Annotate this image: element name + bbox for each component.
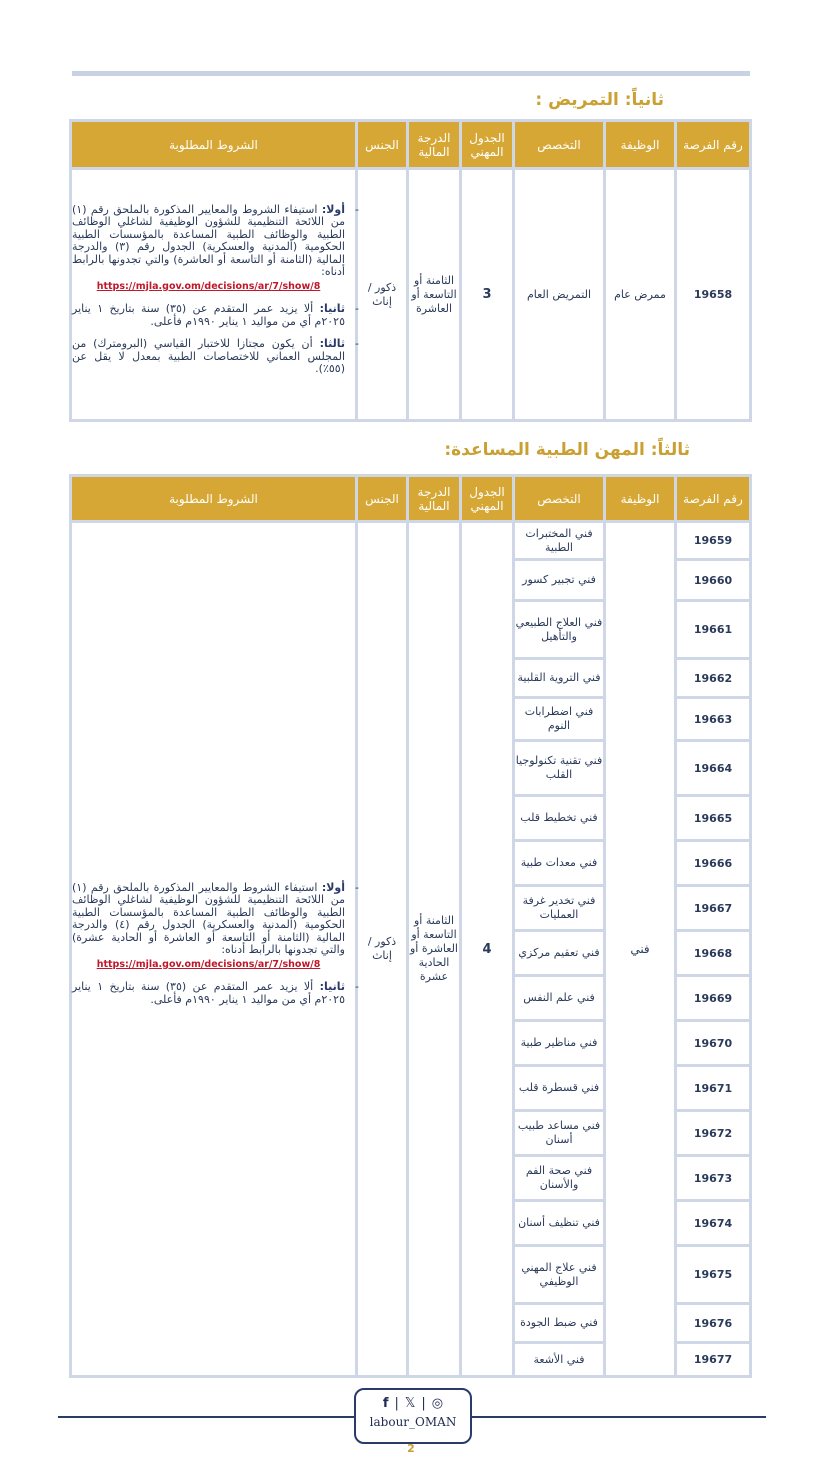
condition-lead: ثالثا: (319, 337, 345, 350)
condition-3 (72, 338, 345, 376)
condition-text: ألا يزيد عمر المتقدم عن (٣٥) سنة بتاريخ ١ يناير ٢٠٢٥م أي من مواليد ١ يناير ١٩٩٠م فأعلى. (72, 302, 345, 328)
condition-lead: ثانيا: (319, 980, 345, 994)
specialization: فني التروية القلبية (515, 660, 603, 696)
header-spec: التخصص (515, 477, 603, 520)
opp-number: 19669 (677, 977, 749, 1019)
condition-lead: أولا: (321, 880, 346, 894)
header-opp: رقم الفرصة (677, 477, 749, 520)
header-spec: التخصص (515, 122, 603, 167)
specialization: فني علم النفس (515, 977, 603, 1019)
job-title: ممرض عام (606, 170, 674, 419)
opp-number: 19658 (677, 170, 749, 419)
separator: | (421, 1396, 426, 1411)
opp-number: 19665 (677, 797, 749, 839)
opp-number: 19664 (677, 742, 749, 794)
specialization: فني معدات طبية (515, 842, 603, 884)
professional-table: 3 (462, 170, 512, 419)
condition-text: استيفاء الشروط والمعايير المذكورة بالملحق رقم (١) من اللائحة التنظيمية للشؤون الوظيفية لشاغلي الوظائف الطبية والوظائف الطبية المساعدة بالمؤسسات الطبية الحكومية (المدنية والعسكرية) الجدول رقم (٤) والدرجة المالية (الثامنة أو التاسعة أو العاشرة أو الحادية عشرة) والتي تجدونها بالرابط أدناه: (72, 880, 345, 957)
header-table: الجدول المهني (462, 477, 512, 520)
footer-line-left (58, 1416, 354, 1418)
page-number: 2 (407, 1442, 415, 1455)
opp-number: 19670 (677, 1022, 749, 1064)
allied-table (69, 474, 752, 1378)
social-handle[interactable]: labour_OMAN (369, 1415, 457, 1429)
opp-number: 19668 (677, 932, 749, 974)
regulation-link[interactable]: https://mjla.gov.om/decisions/ar/7/show/8 (96, 280, 321, 292)
opp-number: 19663 (677, 699, 749, 739)
header-job: الوظيفة (606, 477, 674, 520)
specialization: فني اضطرابات النوم (515, 699, 603, 739)
condition-text: استيفاء الشروط والمعايير المذكورة بالملحق رقم (١) من اللائحة التنظيمية للشؤون الوظيفية لشاغلي الوظائف الطبية والوظائف الطبية المساعدة بالمؤسسات الطبية الحكومية (المدنية والعسكرية) الجدول رقم (٣) والدرجة المالية (الثامنة أو التاسعة أو العاشرة) والتي تجدونها بالرابط أدناه: (72, 202, 345, 278)
nursing-header-row (72, 122, 749, 167)
opp-number: 19661 (677, 602, 749, 657)
condition-text: ألا يزيد عمر المتقدم عن (٣٥) سنة بتاريخ ١ يناير ٢٠٢٥م أي من مواليد ١ يناير ١٩٩٠م فأعلى. (72, 980, 345, 1006)
conditions-cell (72, 523, 355, 1375)
section-title-allied: ثالثاً: المهن الطبية المساعدة: (444, 440, 690, 460)
specialization: فني تخدير غرفة العمليات (515, 887, 603, 929)
header-gender: الجنس (358, 122, 406, 167)
opp-number: 19674 (677, 1202, 749, 1244)
social-icons (356, 1396, 470, 1411)
opp-number: 19672 (677, 1112, 749, 1154)
header-table: الجدول المهني (462, 122, 512, 167)
footer-line-right (470, 1416, 766, 1418)
opp-number: 19677 (677, 1344, 749, 1375)
specialization: فني المختبرات الطبية (515, 523, 603, 558)
specialization: فني تجبير كسور (515, 561, 603, 599)
condition-lead: ثانيا: (319, 302, 345, 315)
regulation-link[interactable]: https://mjla.gov.om/decisions/ar/7/show/8 (96, 958, 321, 970)
header-conditions: الشروط المطلوبة (72, 477, 355, 520)
header-grade: الدرجة المالية (409, 477, 459, 520)
condition-1 (72, 882, 345, 972)
condition-text: أن يكون مجتازا للاختبار القياسي (البرومترك) من المجلس العماني للاختصاصات الطبية بمعدل لا يقل عن (٥٥٪). (72, 337, 345, 375)
opp-number: 19662 (677, 660, 749, 696)
condition-2 (72, 303, 345, 328)
opp-number: 19659 (677, 523, 749, 558)
header-gender: الجنس (358, 477, 406, 520)
specialization: فني مناظير طبية (515, 1022, 603, 1064)
specialization: فني ضبط الجودة (515, 1305, 603, 1341)
header-opp: رقم الفرصة (677, 122, 749, 167)
specialization: فني تقنية تكنولوجيا القلب (515, 742, 603, 794)
header-job: الوظيفة (606, 122, 674, 167)
specialization: فني قسطرة قلب (515, 1067, 603, 1109)
opp-number: 19676 (677, 1305, 749, 1341)
section-title-nursing: ثانياً: التمريض : (535, 90, 664, 110)
header-conditions: الشروط المطلوبة (72, 122, 355, 167)
facebook-icon[interactable]: f (382, 1396, 389, 1411)
allied-header-row (72, 477, 749, 520)
opp-number: 19666 (677, 842, 749, 884)
grade: الثامنة أو التاسعة أو العاشرة (409, 170, 459, 419)
instagram-icon[interactable]: ◎ (431, 1396, 444, 1411)
separator: | (394, 1396, 399, 1411)
header-grade: الدرجة المالية (409, 122, 459, 167)
condition-2 (72, 981, 345, 1006)
gender: ذكور / إناث (358, 523, 406, 1375)
specialization: فني تخطيط قلب (515, 797, 603, 839)
social-box (354, 1388, 472, 1444)
nursing-row (72, 170, 749, 419)
condition-1 (72, 204, 345, 294)
specialization: فني تعقيم مركزي (515, 932, 603, 974)
specialization: فني علاج المهني الوظيفي (515, 1247, 603, 1302)
specialization: فني الأشعة (515, 1344, 603, 1375)
job-title: فني (606, 523, 674, 1375)
specialization: فني العلاج الطبيعي والتأهيل (515, 602, 603, 657)
opp-number: 19675 (677, 1247, 749, 1302)
opp-number: 19673 (677, 1157, 749, 1199)
grade: الثامنة أو التاسعة أو العاشرة أو الحادية عشرة (409, 523, 459, 1375)
conditions-cell (72, 170, 355, 419)
opp-number: 19660 (677, 561, 749, 599)
professional-table: 4 (462, 523, 512, 1375)
opp-number: 19671 (677, 1067, 749, 1109)
specialization: التمريض العام (515, 170, 603, 419)
gender: ذكور /إناث (358, 170, 406, 419)
x-icon[interactable]: 𝕏 (404, 1396, 416, 1411)
condition-lead: أولا: (321, 202, 346, 216)
opp-number: 19667 (677, 887, 749, 929)
top-divider (72, 71, 750, 76)
specialization: فني مساعد طبيب أسنان (515, 1112, 603, 1154)
specialization: فني صحة الفم والأسنان (515, 1157, 603, 1199)
specialization: فني تنظيف أسنان (515, 1202, 603, 1244)
table-row (72, 523, 749, 558)
nursing-table (69, 119, 752, 422)
